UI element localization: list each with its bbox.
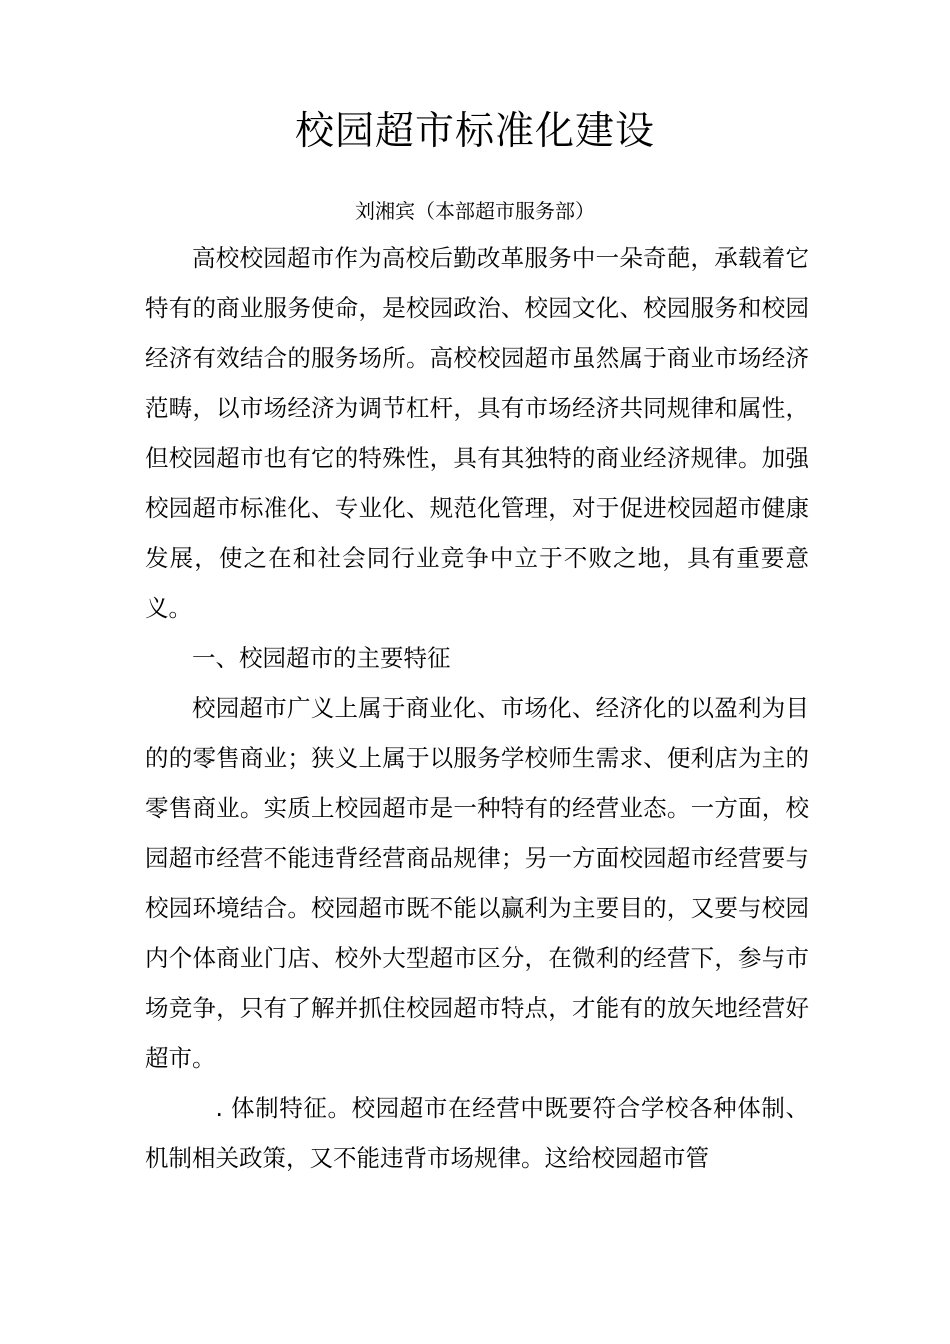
document-body	[145, 233, 809, 1183]
document-title: 校园超市标准化建设	[294, 109, 655, 154]
list-item-paragraph: . 体制特征。校园超市在经营中既要符合学校各种体制、机制相关政策，又不能违背市场规律。这给校园超市管	[145, 1094, 809, 1172]
section-heading: 一、校园超市的主要特征	[192, 644, 451, 672]
section-paragraph: 校园超市广义上属于商业化、市场化、经济化的以盈利为目的的零售商业；狭义上属于以服务学校师生需求、便利店为主的零售商业。实质上校园超市是一种特有的经营业态。一方面，校园超市经营不能违背经营商品规律；另一方面校园超市经营要与校园环境结合。校园超市既不能以赢利为主要目的，又要与校园内个体商业门店、校外大型超市区分，在微利的经营下，参与市场竞争，只有了解并抓住校园超市特点，才能有的放矢地经营好超市。	[145, 694, 809, 1072]
author-line: 刘湘宾（本部超市服务部）	[355, 199, 595, 223]
intro-paragraph: 高校校园超市作为高校后勤改革服务中一朵奇葩，承载着它特有的商业服务使命，是校园政治、校园文化、校园服务和校园经济有效结合的服务场所。高校校园超市虽然属于商业市场经济范畴，以市场经济为调节杠杆，具有市场经济共同规律和属性，但校园超市也有它的特殊性，具有其独特的商业经济规律。加强校园超市标准化、专业化、规范化管理，对于促进校园超市健康发展，使之在和社会同行业竞争中立于不败之地，具有重要意义。	[145, 244, 809, 622]
